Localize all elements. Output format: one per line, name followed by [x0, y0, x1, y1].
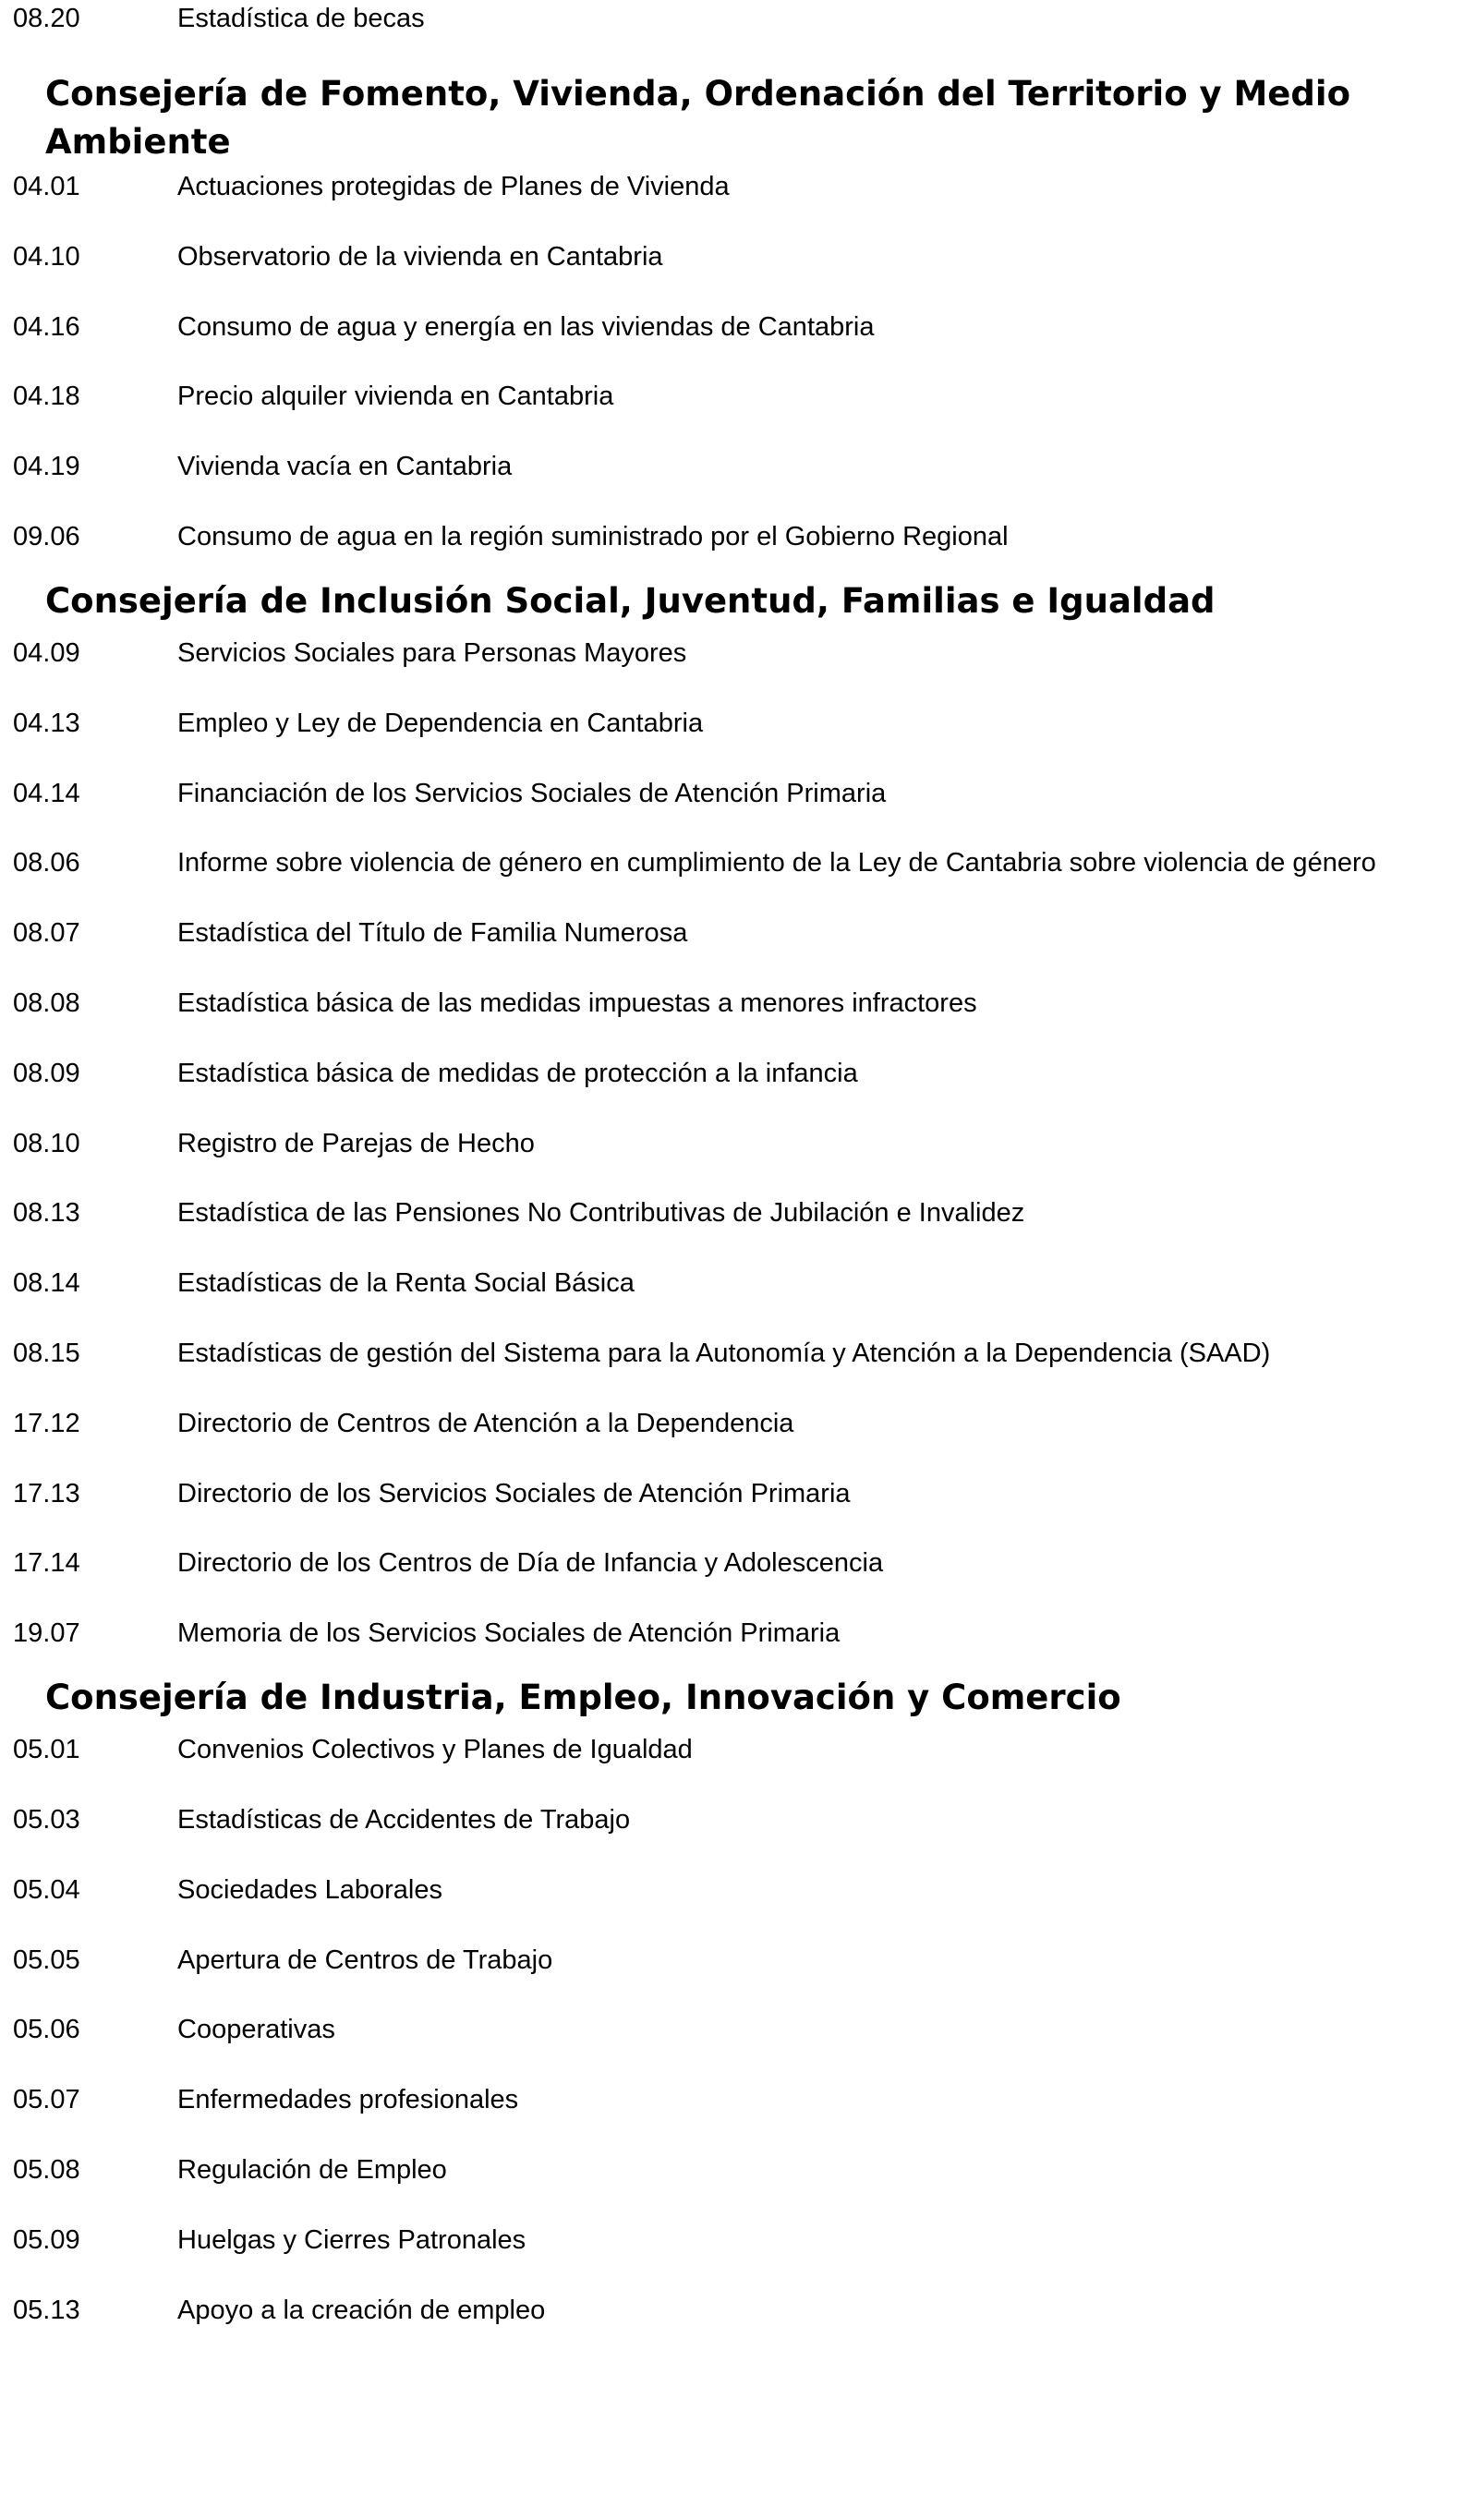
item-title: Huelgas y Cierres Patronales — [177, 2224, 526, 2255]
list-item — [0, 2153, 1476, 2223]
list-item — [0, 777, 1476, 847]
list-item — [0, 2013, 1476, 2083]
item-title: Observatorio de la vivienda en Cantabria — [177, 241, 663, 272]
item-title: Directorio de los Servicios Sociales de Atención Primaria — [177, 1478, 851, 1508]
item-title: Servicios Sociales para Personas Mayores — [177, 637, 687, 668]
list-item — [0, 1407, 1476, 1477]
item-title: Cooperativas — [177, 2015, 335, 2045]
list-item — [0, 2294, 1476, 2364]
section-heading: Consejería de Industria, Empleo, Innovación y Comercio — [45, 1678, 1121, 1718]
section-list — [0, 1733, 1476, 2363]
list-item — [0, 1127, 1476, 1197]
item-title: Estadística de becas — [177, 4, 425, 33]
list-item — [0, 987, 1476, 1057]
item-title: Estadística básica de las medidas impuestas a menores infractores — [177, 987, 977, 1018]
item-code: 04.01 — [13, 172, 80, 201]
item-code: 08.08 — [13, 987, 80, 1018]
item-code: 04.16 — [13, 311, 80, 342]
item-code: 05.13 — [13, 2295, 80, 2325]
list-item — [0, 636, 1476, 707]
item-title: Estadísticas de la Renta Social Básica — [177, 1268, 635, 1299]
item-title: Vivienda vacía en Cantabria — [177, 452, 513, 482]
list-item — [0, 707, 1476, 777]
list-item — [0, 2083, 1476, 2153]
item-code: 17.13 — [13, 1478, 80, 1508]
item-code: 08.15 — [13, 1338, 80, 1368]
list-item — [0, 170, 1476, 240]
item-title: Estadística básica de medidas de protección a la infancia — [177, 1058, 858, 1088]
item-title: Sociedades Laborales — [177, 1874, 442, 1905]
list-item — [0, 1873, 1476, 1944]
list-item — [0, 1617, 1476, 1674]
list-item — [0, 1196, 1476, 1266]
item-code: 04.19 — [13, 452, 80, 482]
item-title: Financiación de los Servicios Sociales de Atención Primaria — [177, 778, 887, 808]
item-code: 05.01 — [13, 1735, 80, 1765]
item-title: Convenios Colectivos y Planes de Igualdad — [177, 1735, 693, 1765]
item-title: Empleo y Ley de Dependencia en Cantabria — [177, 708, 704, 738]
item-code: 05.07 — [13, 2085, 80, 2115]
section-list — [0, 170, 1476, 577]
section-list — [0, 636, 1476, 1674]
item-code: 17.14 — [13, 1548, 80, 1579]
list-item — [0, 1266, 1476, 1337]
item-title: Consumo de agua y energía en las viviendas de Cantabria — [177, 311, 875, 342]
list-item — [0, 1944, 1476, 2014]
section-heading: Consejería de Fomento, Vivienda, Ordenación del Territorio y Medio Ambiente — [45, 74, 1350, 162]
list-item — [0, 0, 1476, 78]
item-code: 08.10 — [13, 1128, 80, 1158]
item-code: 05.03 — [13, 1804, 80, 1835]
item-code: 19.07 — [13, 1618, 80, 1649]
item-code: 05.06 — [13, 2015, 80, 2045]
list-item — [0, 1337, 1476, 1407]
item-code: 08.13 — [13, 1198, 80, 1229]
item-code: 04.14 — [13, 778, 80, 808]
item-title: Estadística de las Pensiones No Contributivas de Jubilación e Invalidez — [177, 1198, 1025, 1229]
item-code: 08.09 — [13, 1058, 80, 1088]
list-item — [0, 2223, 1476, 2294]
item-title: Estadísticas de Accidentes de Trabajo — [177, 1804, 631, 1835]
item-title: Apoyo a la creación de empleo — [177, 2295, 546, 2325]
item-code: 08.07 — [13, 918, 80, 949]
item-code: 09.06 — [13, 521, 80, 551]
item-code: 05.05 — [13, 1945, 80, 1975]
item-code: 08.14 — [13, 1268, 80, 1299]
item-code: 04.13 — [13, 708, 80, 738]
list-item — [0, 846, 1476, 916]
item-title: Precio alquiler vivienda en Cantabria — [177, 382, 614, 412]
list-item — [0, 310, 1476, 381]
list-item — [0, 450, 1476, 520]
item-code: 08.06 — [13, 848, 80, 878]
list-item — [0, 1477, 1476, 1547]
item-title: Estadística del Título de Familia Numerosa — [177, 918, 688, 949]
item-title: Directorio de Centros de Atención a la Dependencia — [177, 1408, 794, 1438]
list-item — [0, 1057, 1476, 1127]
item-title: Enfermedades profesionales — [177, 2085, 519, 2115]
item-title: Informe sobre violencia de género en cumplimiento de la Ley de Cantabria sobre violencia de género — [177, 848, 1376, 878]
item-code: 05.04 — [13, 1874, 80, 1905]
item-code: 08.20 — [13, 4, 80, 33]
item-code: 04.09 — [13, 637, 80, 668]
item-code: 04.18 — [13, 382, 80, 412]
list-item — [0, 520, 1476, 577]
item-title: Registro de Parejas de Hecho — [177, 1128, 535, 1158]
item-title: Apertura de Centros de Trabajo — [177, 1945, 553, 1975]
item-title: Estadísticas de gestión del Sistema para la Autonomía y Atención a la Dependencia (SAAD) — [177, 1338, 1271, 1368]
list-item — [0, 1733, 1476, 1803]
section-heading: Consejería de Inclusión Social, Juventud, Familias e Igualdad — [45, 580, 1216, 621]
item-code: 17.12 — [13, 1408, 80, 1438]
list-item — [0, 240, 1476, 310]
item-code: 05.09 — [13, 2224, 80, 2255]
item-title: Memoria de los Servicios Sociales de Atención Primaria — [177, 1618, 841, 1649]
item-title: Consumo de agua en la región suministrado por el Gobierno Regional — [177, 521, 1009, 551]
item-code: 04.10 — [13, 241, 80, 272]
list-item — [0, 916, 1476, 987]
list-item — [0, 1803, 1476, 1873]
list-item — [0, 1546, 1476, 1617]
item-title: Regulación de Empleo — [177, 2154, 447, 2185]
item-title: Actuaciones protegidas de Planes de Vivienda — [177, 172, 730, 201]
item-code: 05.08 — [13, 2154, 80, 2185]
list-item — [0, 380, 1476, 450]
item-title: Directorio de los Centros de Día de Infancia y Adolescencia — [177, 1548, 884, 1579]
